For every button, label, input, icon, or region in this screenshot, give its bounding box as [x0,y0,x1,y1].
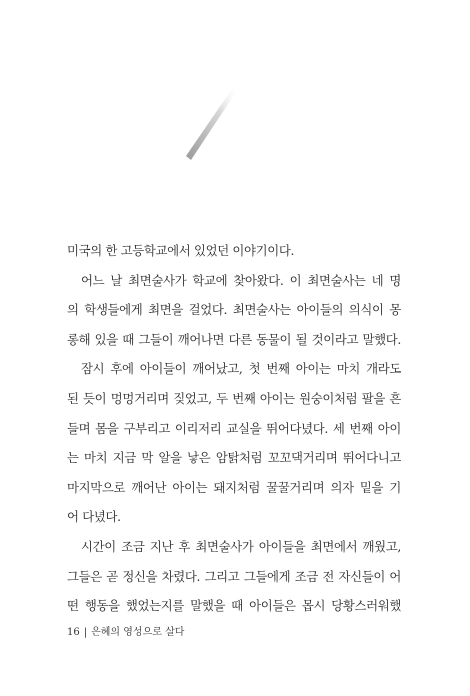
footer-separator: | [83,627,88,638]
body-text [67,236,401,621]
text-line: 잠시 후에 아이들이 깨어났고, 첫 번째 아이는 마치 개라도 [81,361,401,377]
text-line: 떤 행동을 했었는지를 말했을 때 아이들은 몹시 당황스러워했 [67,598,401,614]
page-number: 16 [67,627,80,638]
text-line: 된 듯이 멍멍거리며 짖었고, 두 번째 아이는 원숭이처럼 팔을 흔 [67,390,401,406]
decorative-slash [186,86,238,160]
book-title: 은혜의 영성으로 살다 [91,627,185,638]
text-line: 들며 몸을 구부리고 이리저리 교실을 뛰어다녔다. 세 번째 아이 [67,420,401,436]
text-line: 는 마치 지금 막 알을 낳은 암탉처럼 꼬꼬댁거리며 뛰어다니고 [67,450,401,466]
text-line: 시간이 조금 지난 후 최면술사가 아이들을 최면에서 깨웠고, [81,538,401,554]
text-line: 의 학생들에게 최면을 걸었다. 최면술사는 아이들의 의식이 몽 [67,302,401,318]
page-footer [67,623,184,638]
text-line: 어느 날 최면술사가 학교에 찾아왔다. 이 최면술사는 네 명 [81,272,401,288]
text-line: 그들은 곧 정신을 차렸다. 그리고 그들에게 조금 전 자신들이 어 [67,568,401,584]
text-line: 미국의 한 고등학교에서 있었던 이야기이다. [67,243,295,258]
text-line: 어 다녔다. [67,509,121,525]
text-line: 롱해 있을 때 그들이 깨어나면 다른 동물이 될 것이라고 말했다. [67,331,401,347]
text-line: 마지막으로 깨어난 아이는 돼지처럼 꿀꿀거리며 의자 밑을 기 [67,479,401,495]
